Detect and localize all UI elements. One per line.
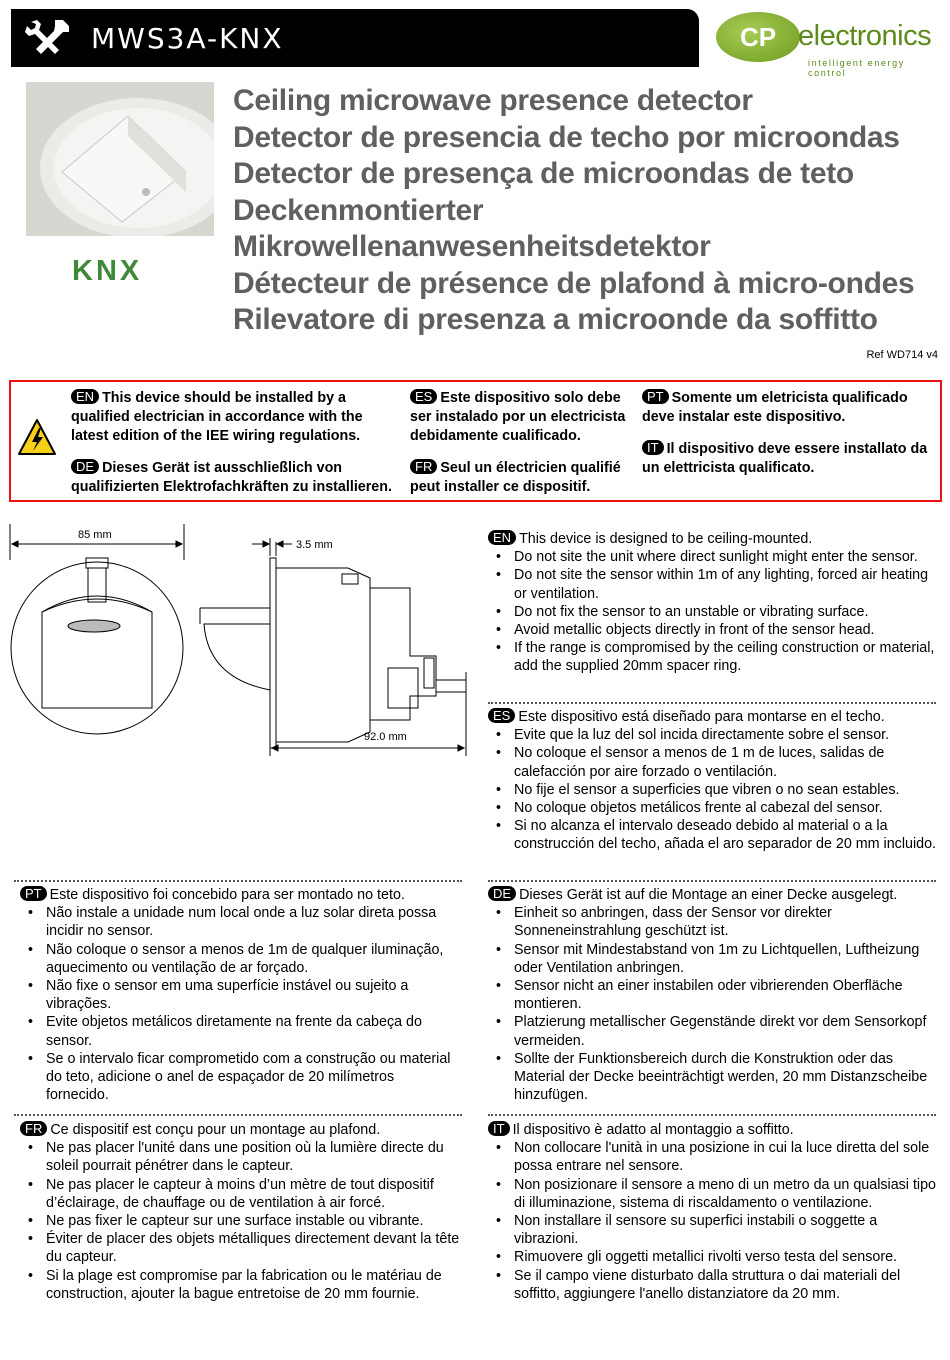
logo-tagline: intelligent energy control (808, 58, 905, 78)
section-it (488, 1121, 938, 1303)
section-de (488, 886, 938, 1104)
list-item: • Si no alcanza el intervalo deseado debido al material o a la construcción del techo, añada el aro separador de 20 mm incluido. (514, 817, 938, 853)
logo-name: electronics (798, 20, 932, 52)
warning-es (410, 389, 635, 446)
logo-cp: CP (716, 12, 800, 62)
dimension-width: 85 mm (78, 529, 112, 541)
tools-icon (25, 18, 71, 58)
warning-es-text: Este dispositivo solo debe ser instalado por un electricista debidamente cualificado. (410, 390, 626, 444)
lang-badge-es: ES (488, 708, 515, 723)
warning-en-text: This device should be installed by a qualified electrician in accordance with the latest edition of the IEE wiring regulations. (71, 390, 363, 444)
safety-warning-box (9, 380, 942, 502)
title-en: Ceiling microwave presence detector (233, 84, 753, 117)
list-item: • Ne pas placer le capteur à moins d’un mètre de tout dispositif d’éclairage, de chauffage ou de ventilation à air forcé. (46, 1176, 462, 1212)
section-it-intro: Il dispositivo è adatto al montaggio a soffitto. (512, 1122, 794, 1138)
warning-de-text: Dieses Gerät ist ausschließlich von qualifizierten Elektrofachkräften zu installieren. (71, 460, 392, 495)
title-de-1: Deckenmontierter (233, 193, 484, 227)
divider (488, 1114, 936, 1116)
dimension-depth: 3.5 mm (296, 539, 333, 551)
title-pt: Detector de presença de microondas de teto (233, 157, 854, 190)
warning-it-text: Il dispositivo deve essere installato da un elettricista qualificato. (642, 441, 928, 476)
document-reference: Ref WD714 v4 (866, 349, 938, 361)
lang-badge-fr: FR (20, 1121, 47, 1136)
warning-fr (410, 459, 635, 497)
section-fr-intro: Ce dispositif est conçu pour un montage au plafond. (50, 1122, 381, 1138)
knx-logo (70, 252, 170, 286)
electrical-hazard-icon (17, 418, 57, 456)
divider (488, 880, 936, 882)
list-item: • Avoid metallic objects directly in front of the sensor head. (514, 621, 938, 639)
list-item: • No coloque el sensor a menos de 1 m de luces, salidas de calefacción por aire forzado o ventilación. (514, 744, 938, 780)
list-item: • Evite que la luz del sol incida directamente sobre el sensor. (514, 726, 938, 744)
list-item: • No fije el sensor a superficies que vibren o no sean estables. (514, 781, 938, 799)
list-item: • Sensor mit Mindestabstand von 1m zu Lichtquellen, Luftheizung oder Ventilation anbringen. (514, 941, 938, 977)
list-item: • Se il campo viene disturbato dalla struttura o dai materiali del soffitto, aggiungere l'anello distanziatore da 20 mm. (514, 1267, 938, 1303)
knx-logo-text: KNX (72, 255, 143, 286)
list-item: • Non installare il sensore su superfici instabili o soggette a vibrazioni. (514, 1212, 938, 1248)
section-es-intro: Este dispositivo está diseñado para montarse en el techo. (518, 709, 885, 725)
list-item: • Do not fix the sensor to an unstable or vibrating surface. (514, 603, 938, 621)
lang-badge-de: DE (488, 886, 516, 901)
product-photo (26, 82, 214, 236)
divider (14, 880, 462, 882)
cp-electronics-logo (716, 10, 932, 78)
section-pt (20, 886, 460, 1104)
warning-en (71, 389, 391, 446)
list-item: • Rimuovere gli oggetti metallici rivolti verso testa del sensore. (514, 1248, 938, 1266)
lang-badge-it: IT (642, 440, 664, 455)
warning-de (71, 459, 411, 497)
lang-badge-en: EN (488, 530, 516, 545)
product-code: MWS3A-KNX (91, 21, 284, 55)
title-de-2: Mikrowellenanwesenheitsdetektor (233, 230, 711, 263)
list-item: • Sensor nicht an einer instabilen oder vibrierenden Oberfläche montieren. (514, 977, 938, 1013)
list-item: • Sollte der Funktionsbereich durch die Konstruktion oder das Material der Decke beeinträchtigt werden, 20 mm Distanzscheibe hinzufügen. (514, 1050, 938, 1105)
list-item: • Si la plage est compromise par la fabrication ou le matériau de construction, ajouter la bague entretoise de 20 mm fournie. (46, 1267, 462, 1303)
list-item: • Éviter de placer des objets métalliques directement devant la tête du capteur. (46, 1230, 462, 1266)
section-pt-intro: Este dispositivo foi concebido para ser montado no teto. (49, 887, 405, 903)
divider (14, 1114, 462, 1116)
header-bar (11, 9, 699, 67)
list-item: • Do not site the sensor within 1m of any lighting, forced air heating or ventilation. (514, 566, 938, 602)
list-item: • Non collocare l'unità in una posizione in cui la luce diretta del sole possa entrare nel sensore. (514, 1139, 938, 1175)
divider (488, 702, 936, 704)
list-item: • Se o intervalo ficar comprometido com a construção ou material do teto, adicione o anel de espaçador de 20 milímetros fornecido. (46, 1050, 460, 1105)
list-item: • Platzierung metallischer Gegenstände direkt vor dem Sensorkopf vermeiden. (514, 1013, 938, 1049)
section-en-intro: This device is designed to be ceiling-mounted. (519, 531, 813, 547)
title-it: Rilevatore di presenza a microonde da soffitto (233, 303, 878, 336)
dimension-length: 92.0 mm (364, 731, 407, 743)
lang-badge-fr: FR (410, 459, 437, 474)
warning-fr-text: Seul un électricien qualifié peut installer ce dispositif. (410, 460, 621, 495)
list-item: • Ne pas fixer le capteur sur une surface instable ou vibrante. (46, 1212, 462, 1230)
lang-badge-de: DE (71, 459, 99, 474)
section-de-intro: Dieses Gerät ist auf die Montage an einer Decke ausgelegt. (519, 887, 898, 903)
list-item: • Einheit so anbringen, dass der Sensor vor direkter Sonneneinstrahlung geschützt ist. (514, 904, 938, 940)
section-en (488, 530, 938, 676)
list-item: • If the range is compromised by the ceiling construction or material, add the supplied 20mm spacer ring. (514, 639, 938, 675)
warning-pt-text: Somente um eletricista qualificado deve instalar este dispositivo. (642, 390, 908, 425)
dimension-diagram (8, 520, 478, 760)
list-item: • Evite objetos metálicos diretamente na frente da cabeça do sensor. (46, 1013, 460, 1049)
list-item: • No coloque objetos metálicos frente al cabezal del sensor. (514, 799, 938, 817)
warning-it (642, 440, 937, 478)
warning-pt (642, 389, 932, 427)
lang-badge-en: EN (71, 389, 99, 404)
list-item: • Não instale a unidade num local onde a luz solar direta possa incidir no sensor. (46, 904, 460, 940)
list-item: • Ne pas placer l'unité dans une position où la lumière directe du soleil pourrait pénétrer dans le capteur. (46, 1139, 462, 1175)
section-es (488, 708, 938, 854)
list-item: • Não fixe o sensor em uma superfície instável ou sujeito a vibrações. (46, 977, 460, 1013)
list-item: • Do not site the unit where direct sunlight might enter the sensor. (514, 548, 938, 566)
lang-badge-es: ES (410, 389, 437, 404)
lang-badge-pt: PT (642, 389, 669, 404)
lang-badge-it: IT (488, 1121, 510, 1136)
list-item: • Non posizionare il sensore a meno di un metro da un qualsiasi tipo di illuminazione, sistema di riscaldamento o ventilazione. (514, 1176, 938, 1212)
title-fr: Détecteur de présence de plafond à micro-ondes (233, 266, 915, 300)
title-es: Detector de presencia de techo por microondas (233, 120, 900, 154)
section-fr (20, 1121, 462, 1303)
lang-badge-pt: PT (20, 886, 47, 901)
list-item: • Não coloque o sensor a menos de 1m de qualquer iluminação, aquecimento ou ventilação de ar forçado. (46, 941, 460, 977)
title-block (233, 83, 933, 339)
